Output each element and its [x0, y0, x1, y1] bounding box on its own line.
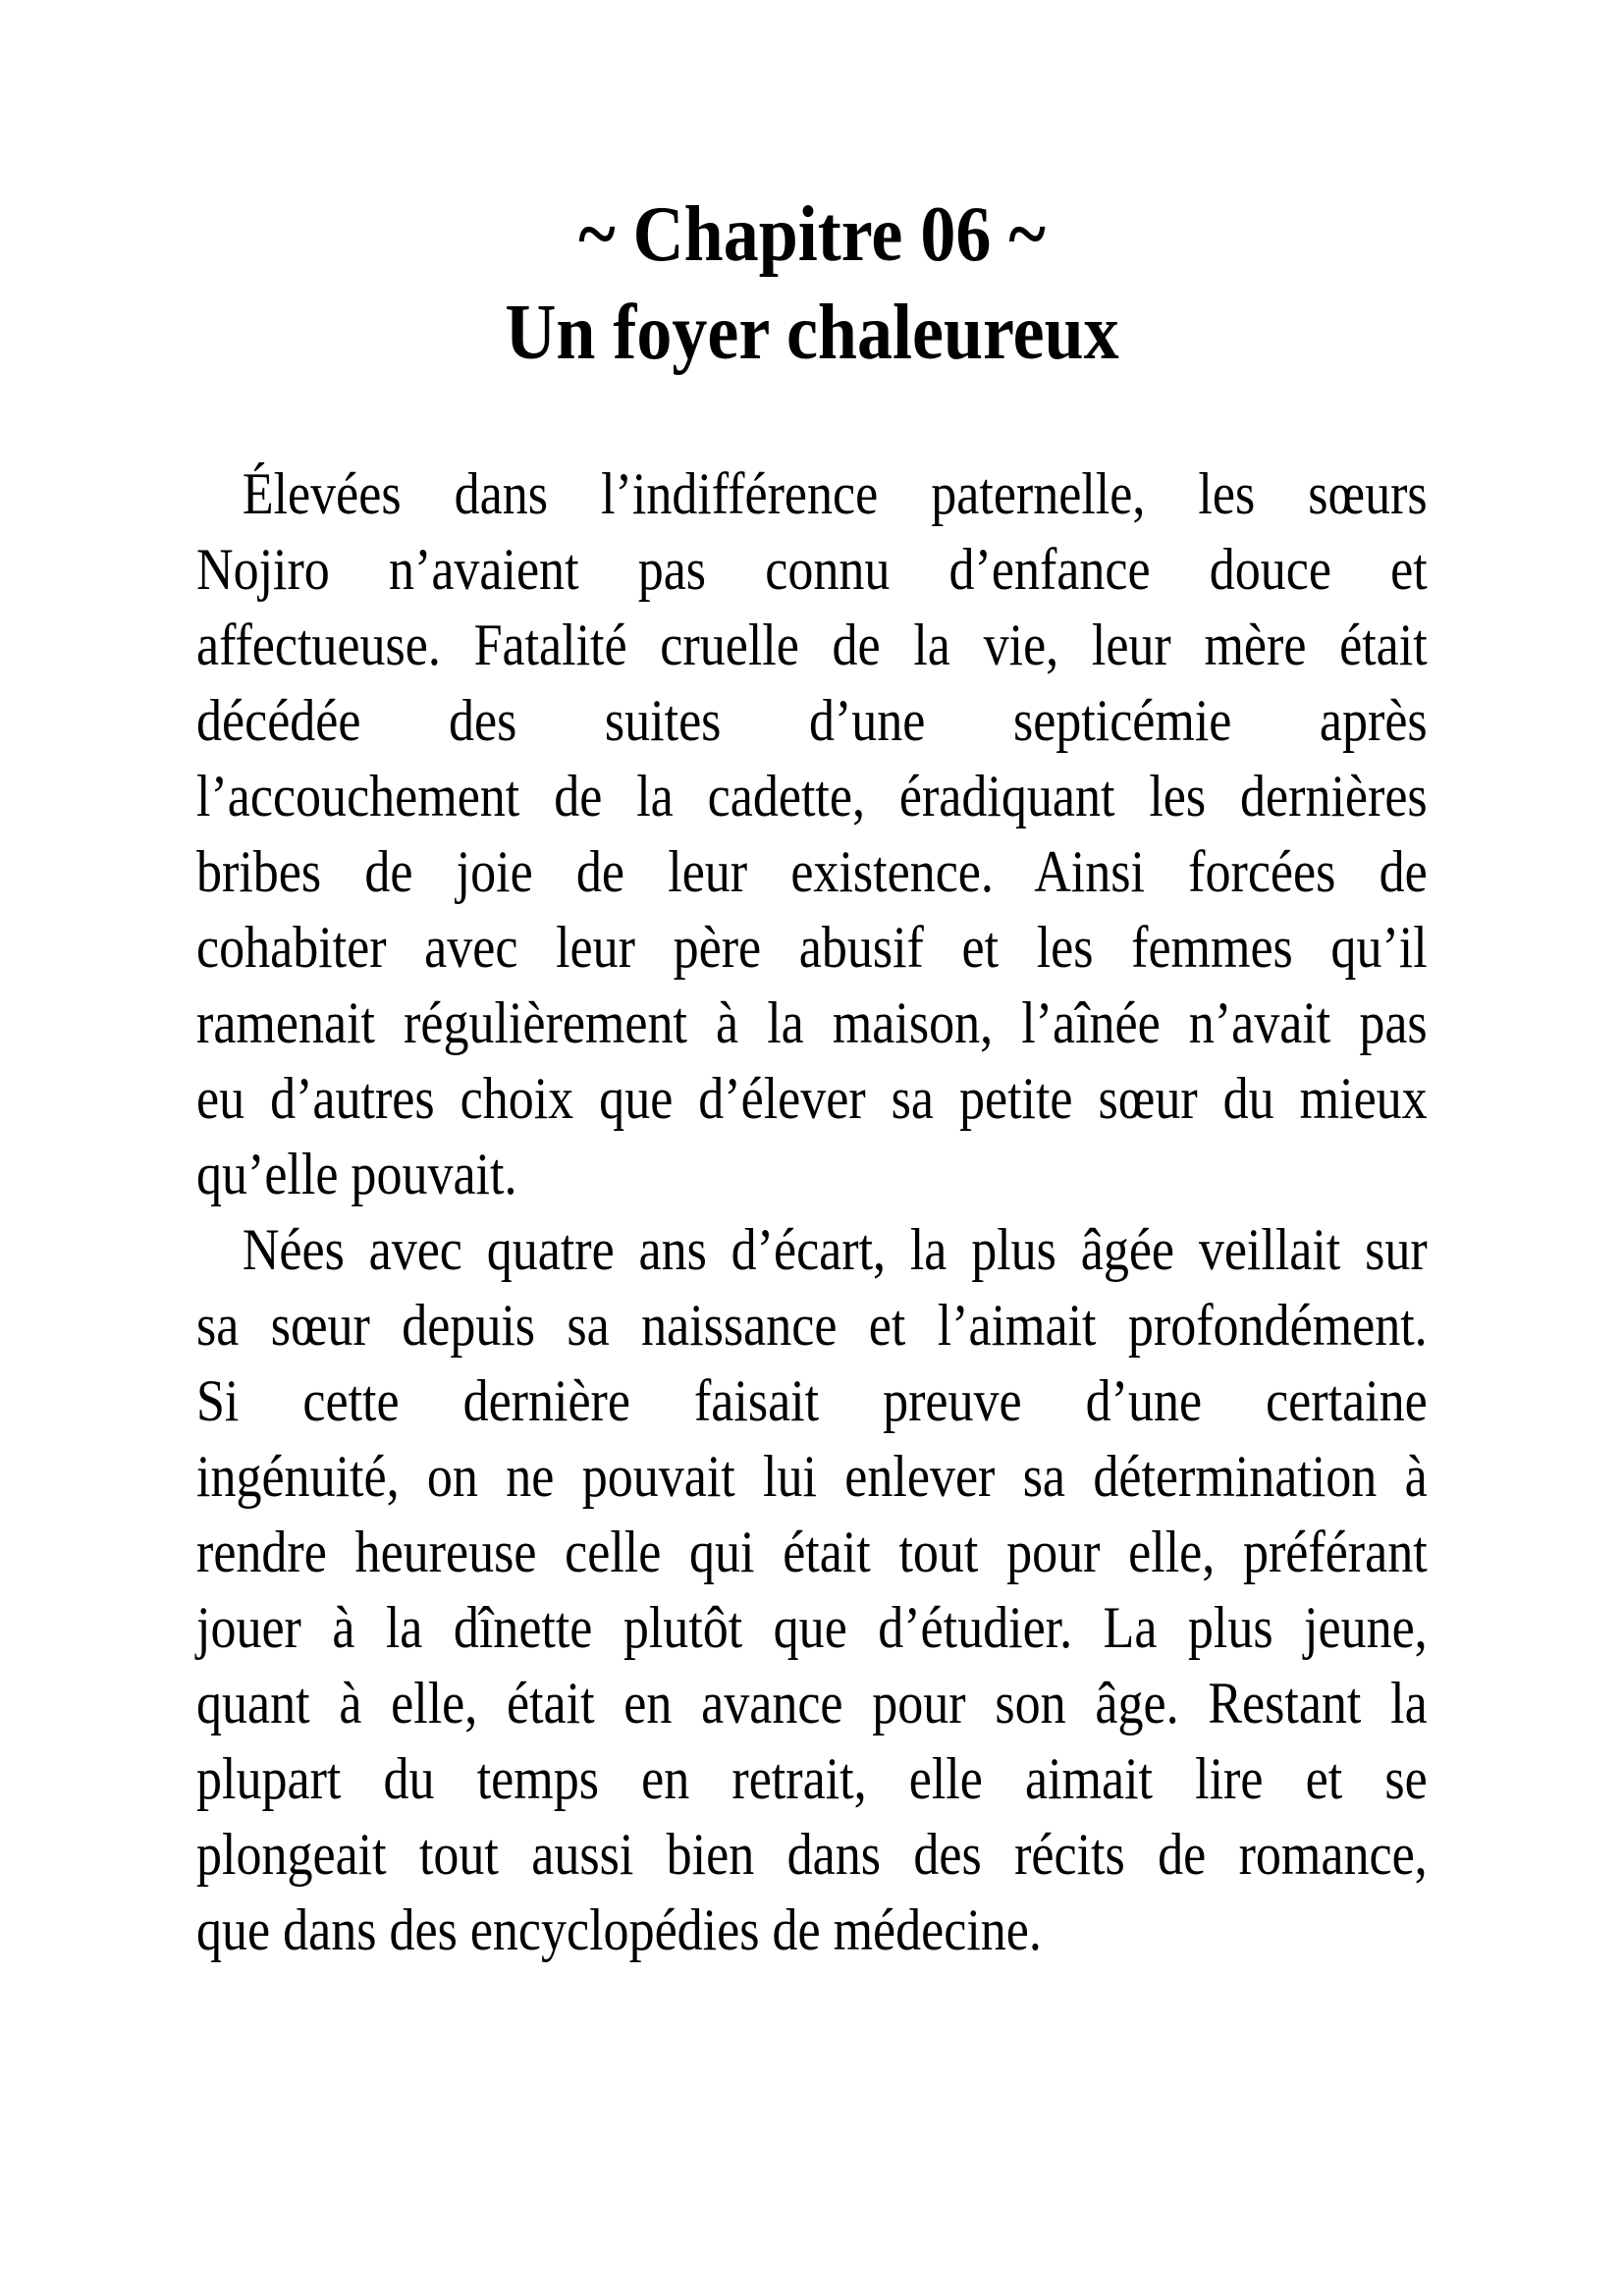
text-line: que dans des encyclopédies de médecine. — [196, 1897, 1042, 1962]
text-line: Si cette dernière faisait preuve d’une certaine — [196, 1368, 1428, 1433]
text-line: l’accouchement de la cadette, éradiquant les dernières — [196, 764, 1428, 828]
text-line: quant à elle, était en avance pour son âge. Restant la — [196, 1671, 1428, 1735]
text-line: eu d’autres choix que d’élever sa petite sœur du mieux — [196, 1066, 1428, 1131]
text-line: rendre heureuse celle qui était tout pour elle, préférant — [196, 1520, 1428, 1584]
text-line: jouer à la dînette plutôt que d’étudier. La plus jeune, — [196, 1595, 1428, 1660]
text-line: plongeait tout aussi bien dans des récits de romance, — [196, 1822, 1428, 1887]
text-line: ramenait régulièrement à la maison, l’aînée n’avait pas — [196, 990, 1428, 1055]
chapter-heading — [258, 186, 1367, 382]
paragraph — [196, 456, 1428, 1212]
text-line: plupart du temps en retrait, elle aimait lire et se — [196, 1746, 1428, 1811]
text-line: Nojiro n’avaient pas connu d’enfance douce et — [196, 537, 1428, 602]
text-line: Nées avec quatre ans d’écart, la plus âgée veillait sur — [242, 1217, 1428, 1282]
text-line: affectueuse. Fatalité cruelle de la vie, leur mère était — [196, 613, 1428, 677]
text-line: Élevées dans l’indifférence paternelle, les sœurs — [242, 461, 1428, 526]
text-line: décédée des suites d’une septicémie après — [196, 688, 1428, 753]
text-line: qu’elle pouvait. — [196, 1142, 517, 1206]
text-line: cohabiter avec leur père abusif et les femmes qu’il — [196, 915, 1428, 980]
text-line: sa sœur depuis sa naissance et l’aimait profondément. — [196, 1293, 1428, 1358]
paragraph — [196, 1212, 1428, 1968]
text-line: ingénuité, on ne pouvait lui enlever sa détermination à — [196, 1444, 1428, 1509]
text-line: bribes de joie de leur existence. Ainsi forcées de — [196, 839, 1428, 904]
body-text — [196, 456, 1428, 1968]
chapter-subtitle: Un foyer chaleureux — [505, 290, 1119, 376]
chapter-title: ~ Chapitre 06 ~ — [578, 191, 1046, 278]
